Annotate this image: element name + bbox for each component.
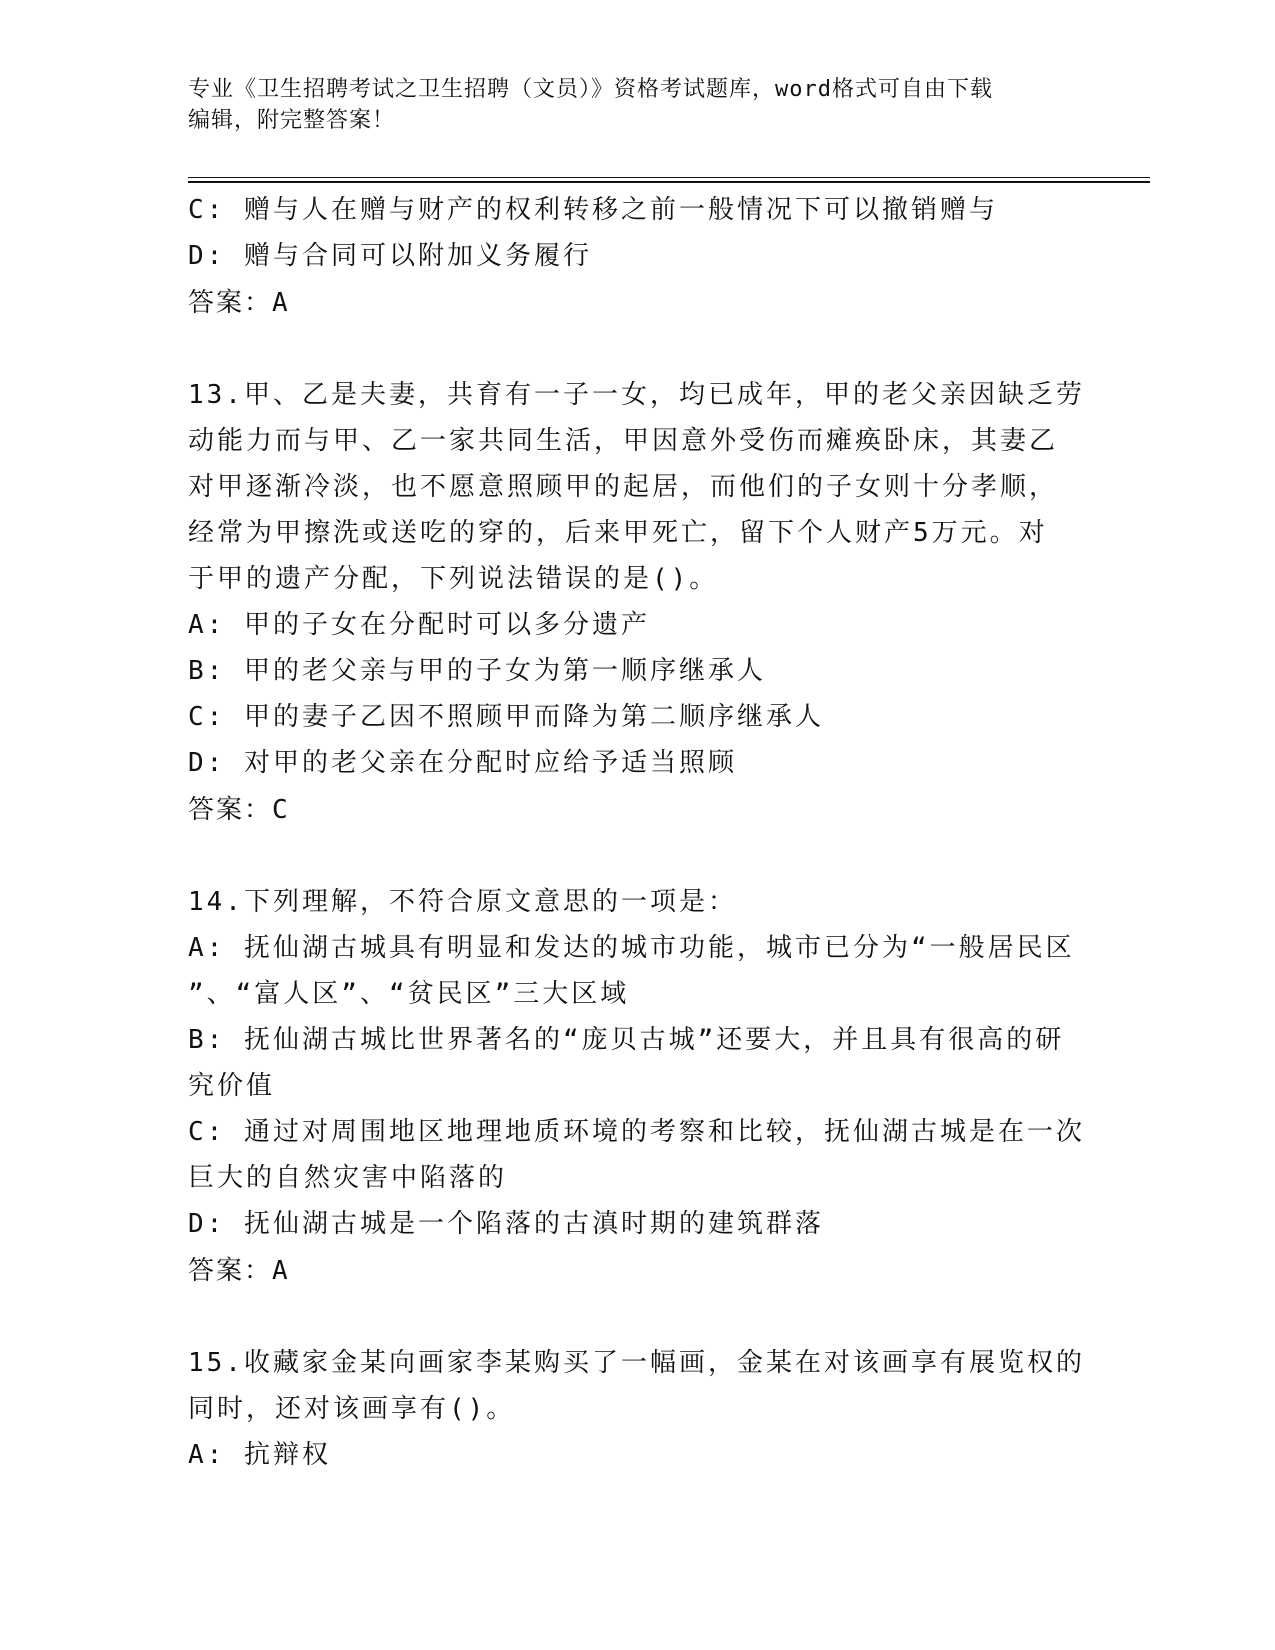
question-stem-line: 经常为甲擦洗或送吃的穿的，后来甲死亡，留下个人财产5万元。对 — [188, 518, 1048, 548]
question-stem-line: 同时，还对该画享有()。 — [188, 1394, 516, 1424]
header-divider-thick — [188, 181, 1150, 183]
header-line-1: 专业《卫生招聘考试之卫生招聘（文员）》资格考试题库，word格式可自由下载 — [188, 77, 993, 102]
question-14 — [188, 879, 1088, 1294]
answer — [188, 1247, 1088, 1294]
option-a-line: A: 抚仙湖古城具有明显和发达的城市功能，城市已分为“一般居民区 — [188, 933, 1075, 963]
answer — [188, 279, 1088, 326]
document-header — [188, 74, 1088, 136]
question-15 — [188, 1340, 1088, 1478]
answer-label: 答案： — [188, 287, 273, 317]
header-divider-thin — [188, 177, 1150, 178]
answer — [188, 786, 1088, 833]
option-d: D: 赠与合同可以附加义务履行 — [188, 241, 592, 271]
option-c: C: 甲的妻子乙因不照顾甲而降为第二顺序继承人 — [188, 702, 824, 732]
option-a: A: 甲的子女在分配时可以多分遗产 — [188, 610, 650, 640]
question-stem: 14.下列理解，不符合原文意思的一项是： — [188, 887, 737, 917]
question-stem-line: 于甲的遗产分配，下列说法错误的是()。 — [188, 564, 719, 594]
header-line-2: 编辑，附完整答案！ — [188, 108, 396, 133]
option-c-line: C: 通过对周围地区地理地质环境的考察和比较，抚仙湖古城是在一次 — [188, 1117, 1085, 1147]
option-c: C: 赠与人在赠与财产的权利转移之前一般情况下可以撤销赠与 — [188, 195, 998, 225]
answer-value: A — [272, 1256, 290, 1286]
option-a-line: ”、“富人区”、“贫民区”三大区域 — [188, 979, 630, 1009]
option-d: D: 对甲的老父亲在分配时应给予适当照顾 — [188, 748, 737, 778]
option-b-line: B: 抚仙湖古城比世界著名的“庞贝古城”还要大，并且具有很高的研 — [188, 1025, 1065, 1055]
option-a: A: 抗辩权 — [188, 1440, 331, 1470]
question-stem-line: 对甲逐渐冷淡，也不愿意照顾甲的起居，而他们的子女则十分孝顺， — [188, 472, 1059, 502]
question-13 — [188, 372, 1088, 833]
answer-value: A — [272, 288, 290, 318]
question-content — [188, 187, 1088, 1478]
answer-label: 答案： — [188, 794, 273, 824]
question-stem-line: 动能力而与甲、乙一家共同生活，甲因意外受伤而瘫痪卧床，其妻乙 — [188, 426, 1059, 456]
option-c-line: 巨大的自然灾害中陷落的 — [188, 1163, 508, 1193]
option-d: D: 抚仙湖古城是一个陷落的古滇时期的建筑群落 — [188, 1209, 824, 1239]
answer-label: 答案： — [188, 1255, 273, 1285]
option-b-line: 究价值 — [188, 1071, 276, 1101]
option-b: B: 甲的老父亲与甲的子女为第一顺序继承人 — [188, 656, 766, 686]
question-stem-line: 15.收藏家金某向画家李某购买了一幅画，金某在对该画享有展览权的 — [188, 1348, 1085, 1378]
answer-value: C — [272, 795, 290, 825]
question-12 — [188, 187, 1088, 326]
question-stem-line: 13.甲、乙是夫妻，共育有一子一女，均已成年，甲的老父亲因缺乏劳 — [188, 380, 1085, 410]
